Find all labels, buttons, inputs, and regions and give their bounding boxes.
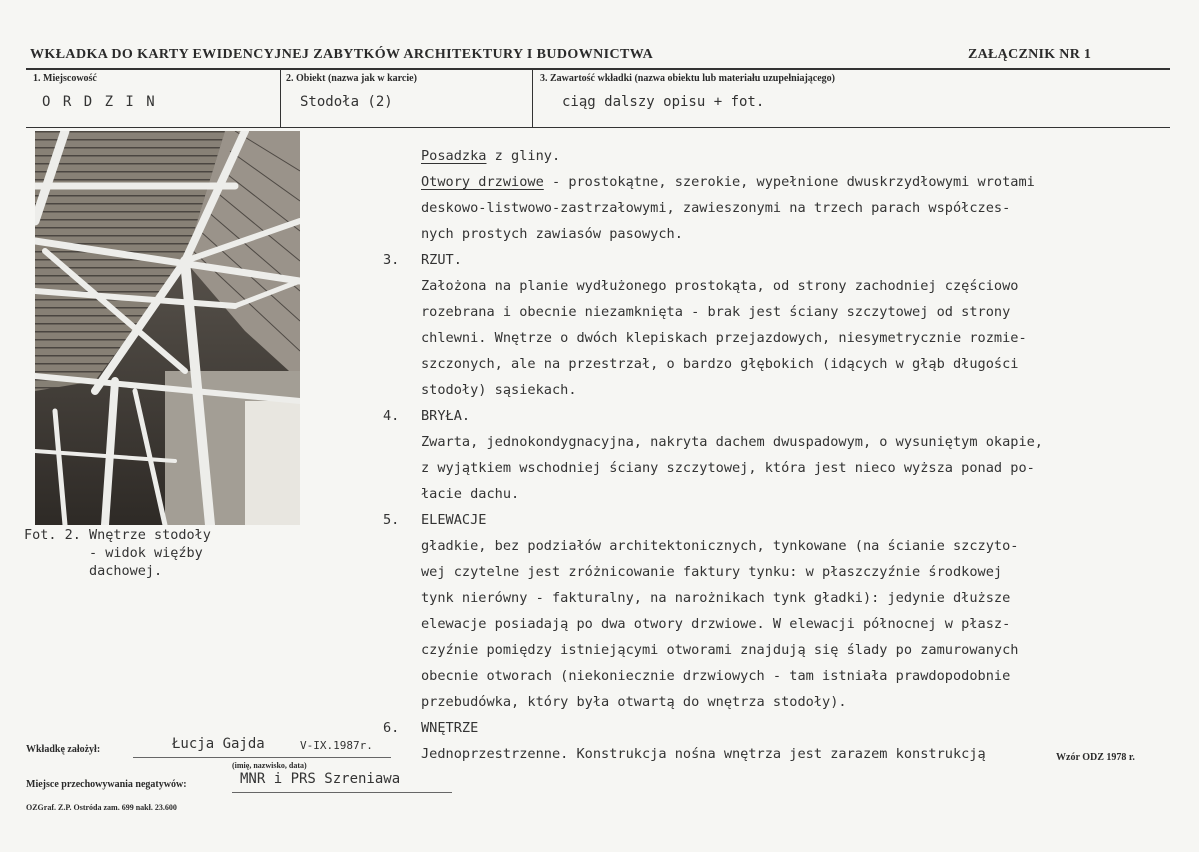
locality-label: 1. Miejscowość: [33, 73, 97, 84]
negatives-value: MNR i PRS Szreniawa: [240, 771, 401, 787]
text-line: obecnie otworach (niekoniecznie drzwiowych - tam istniała prawdopodobnie: [421, 668, 1011, 684]
text-line: z wyjątkiem wschodniej ściany szczytowej, która jest nieco wyższa ponad po-: [421, 460, 1035, 476]
text-line: deskowo-listwowo-zastrzałowymi, zawieszonymi na trzech parach współczes-: [421, 200, 1011, 216]
object-label: 2. Obiekt (nazwa jak w karcie): [286, 73, 417, 84]
section-heading: [383, 247, 1173, 273]
created-date: V-IX.1987r.: [300, 739, 373, 752]
text-line: stodoły) sąsiekach.: [421, 382, 577, 398]
created-by-line: [133, 757, 391, 758]
section-title: ELEWACJE: [421, 512, 487, 528]
text-line: [383, 169, 1173, 195]
fields-bottom-rule: [26, 127, 1170, 128]
section-heading: [383, 403, 1173, 429]
content-label: 3. Zawartość wkładki (nazwa obiektu lub materiału uzupełniającego): [540, 73, 836, 84]
text-line: szczonych, ale na przestrzał, o bardzo głębokich (idących w głąb długości: [421, 356, 1019, 372]
created-hint: (imię, nazwisko, data): [232, 761, 307, 770]
section-heading: [383, 507, 1173, 533]
created-by-label: Wkładkę założył:: [26, 744, 101, 755]
photo-caption: Fot. 2. Wnętrze stodoły - widok więźby dachowej.: [24, 527, 211, 579]
created-by-name: Łucja Gajda: [172, 736, 265, 752]
text-line: Jednoprzestrzenne. Konstrukcja nośna wnętrza jest zarazem konstrukcją: [421, 746, 986, 762]
section-title: WNĘTRZE: [421, 720, 479, 736]
text-span: z gliny.: [486, 148, 561, 164]
negatives-line: [232, 792, 452, 793]
section-title: BRYŁA.: [421, 408, 471, 424]
printer-info: OZGraf. Z.P. Ostróda zam. 699 nakł. 23.600: [26, 803, 177, 812]
field-divider-1: [280, 69, 281, 127]
content-value: ciąg dalszy opisu + fot.: [562, 94, 765, 110]
section-number: 4.: [383, 408, 400, 424]
section-number: 5.: [383, 512, 400, 528]
text-line: nych prostych zawiasów pasowych.: [421, 226, 683, 242]
text-line: elewacje posiadają po dwa otwory drzwiowe. W elewacji północnej w płasz-: [421, 616, 1011, 632]
text-line: przebudówka, który była otwartą do wnętrza stodoły).: [421, 694, 847, 710]
pattern-label: Wzór ODZ 1978 r.: [1056, 752, 1135, 763]
text-line: czyźnie pomiędzy istniejącymi otworami znajdują się ślady po zamurowanych: [421, 642, 1019, 658]
floor-heading: Posadzka: [421, 148, 487, 164]
negatives-label: Miejsce przechowywania negatywów:: [26, 779, 187, 790]
text-line: tynk nierówny - fakturalny, na narożnikach tynk gładki): jedynie dłuższe: [421, 590, 1011, 606]
card-title: WKŁADKA DO KARTY EWIDENCYJNEJ ZABYTKÓW ARCHITEKTURY I BUDOWNICTWA: [30, 47, 654, 62]
text-line: [383, 143, 1173, 169]
text-line: Założona na planie wydłużonego prostokąta, od strony zachodniej częściowo: [421, 278, 1019, 294]
section-heading: [383, 715, 1173, 741]
locality-value: O R D Z I N: [42, 94, 157, 110]
text-line: Zwarta, jednokondygnacyjna, nakryta dachem dwuspadowym, o wysuniętym okapie,: [421, 434, 1043, 450]
text-line: wej czytelne jest zróżnicowanie faktury tynku: w płaszczyźnie środkowej: [421, 564, 1003, 580]
barn-interior-photo: [35, 131, 300, 525]
text-line: gładkie, bez podziałów architektonicznych, tynkowane (na ścianie szczyto-: [421, 538, 1019, 554]
text-line: rozebrana i obecnie niezamknięta - brak jest ściany szczytowej od strony: [421, 304, 1011, 320]
field-divider-2: [532, 69, 533, 127]
text-line: chlewni. Wnętrze o dwóch klepiskach przejazdowych, niesymetrycznie rozmie-: [421, 330, 1027, 346]
section-title: RZUT.: [421, 252, 462, 268]
text-line: łacie dachu.: [421, 486, 520, 502]
attachment-number: ZAŁĄCZNIK NR 1: [968, 47, 1092, 62]
section-number: 6.: [383, 720, 400, 736]
header-rule: [26, 68, 1170, 70]
doors-heading: Otwory drzwiowe: [421, 174, 544, 190]
text-span: - prostokątne, szerokie, wypełnione dwuskrzydłowymi wrotami: [543, 174, 1035, 190]
description-text: [383, 143, 1173, 767]
object-value: Stodoła (2): [300, 94, 393, 110]
section-number: 3.: [383, 252, 400, 268]
